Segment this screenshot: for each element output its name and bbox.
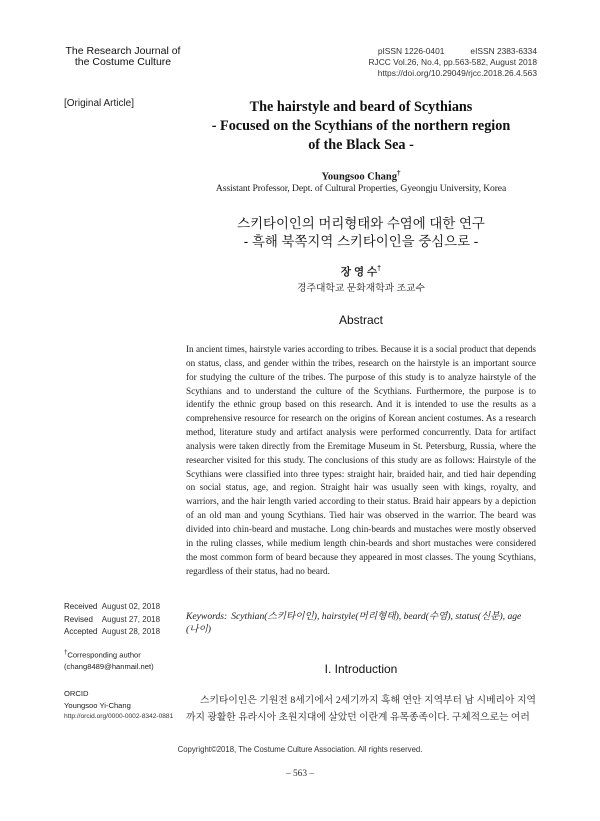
pissn: pISSN 1226-0401 — [377, 46, 445, 56]
orcid-link[interactable]: http://orcid.org/0000-0002-8342-0881 — [64, 713, 174, 720]
title-line3: of the Black Sea - — [308, 137, 414, 153]
date-accepted — [64, 626, 160, 639]
date-label: Revised — [64, 614, 93, 624]
date-received — [64, 601, 160, 614]
page-title — [186, 98, 536, 155]
journal-meta — [330, 46, 537, 79]
issn-row — [330, 46, 537, 57]
abstract-body: In ancient times, hairstyle varies according to tribes. Because it is a social product that depends on status, class, and gender within the tribes, research on the hairstyle is an important source for studying the culture of the tribes. The purpose of this study is to analyze hairstyle of the Scythians and to understand the culture of the Scythians. Furthermore, the purpose is to identify the ethnic group based on this research. And it is intended to use the results as a comprehensive resource for research on the origins of Korean ancient costumes. As a research method, literature study and artifact analysis were performed concurrently. Data for artifact analysis were taken directly from the Eremitage Museum in St. Petersburg, Russia, where the researcher visited for this study. The conclusions of this study are as follows: Hairstyle of the Scythians were classified into three types: straight hair, braided hair, and tied hair depending on social status, age, and region. Straight hair was usually seen with kings, royalty, and warriors, and the hair length varied according to their status. Braid hair appears by a depiction of an old man and young Scythians. Tied hair was observed in the warrior. The beard was divided into chin-beard and mustache. Long chin-beards and mustaches were mostly observed in the ruling classes, while medium length chin-beards and short mustaches were considered the most common form of beard because they appeared in most classes. The young Scythians, regardless of their status, had no beard. — [186, 344, 536, 576]
citation: RJCC Vol.26, No.4, pp.563-582, August 2018 — [368, 57, 537, 67]
corresponding-email[interactable]: (chang8489@hanmail.net) — [64, 661, 154, 671]
affiliation-ko: 경주대학교 문화재학과 조교수 — [297, 283, 425, 294]
keywords-text: Scythian(스키타이인), hairstyle(머리형태), beard(수염), status(신분), age (나이) — [186, 611, 522, 635]
keywords — [186, 611, 536, 636]
keywords-label: Keywords: — [186, 611, 228, 622]
title-ko-line1: 스키타이인의 머리형태와 수염에 대한 연구 — [237, 216, 485, 231]
orcid-block — [64, 688, 173, 723]
journal-name-line2: the Costume Culture — [74, 56, 172, 68]
date-value: August 02, 2018 — [101, 602, 161, 611]
author-en — [186, 169, 536, 183]
date-value: August 27, 2018 — [101, 614, 161, 624]
date-label: Accepted — [64, 627, 98, 636]
copyright: Copyright©2018, The Costume Culture Association. All rights reserved. — [177, 745, 423, 754]
affiliation-en: Assistant Professor, Dept. of Cultural Properties, Gyeongju University, Korea — [215, 183, 507, 194]
journal-name-line1: The Research Journal of — [65, 45, 181, 57]
author-en-mark: † — [397, 169, 401, 177]
article-type: [Original Article] — [64, 98, 135, 109]
title-ko — [186, 215, 536, 251]
author-ko — [186, 264, 536, 279]
doi-link[interactable]: https://doi.org/10.29049/rjcc.2018.26.4.563 — [377, 68, 537, 78]
author-ko-name: 장 영 수 — [340, 266, 378, 278]
eissn: eISSN 2383-6334 — [470, 46, 537, 56]
title-line2: - Focused on the Scythians of the northern region — [211, 118, 511, 134]
date-value: August 28, 2018 — [101, 627, 161, 636]
abstract-heading: Abstract — [338, 313, 383, 327]
intro-heading: I. Introduction — [324, 662, 398, 676]
title-line1: The hairstyle and beard of Scythians — [249, 99, 473, 115]
intro-body: 스키타이인은 기원전 8세기에서 2세기까지 흑해 연안 지역부터 남 시베리아 지역까지 광활한 유라시아 초원지대에 살았던 이란계 유목종족이다. 구체적으로는 여러 — [186, 695, 536, 723]
corresponding-label-row — [64, 648, 154, 661]
orcid-name: Youngsoo Yi-Chang — [64, 700, 131, 710]
corresponding-label: Corresponding author — [67, 650, 141, 660]
orcid-label: ORCID — [64, 689, 89, 698]
page-number: – 563 – — [285, 769, 315, 779]
date-label: Received — [64, 602, 98, 611]
article-dates — [64, 601, 160, 639]
corresponding-author — [64, 648, 154, 672]
dagger-mark: † — [64, 650, 68, 656]
author-en-name: Youngsoo Chang — [321, 171, 398, 183]
journal-name — [58, 46, 188, 68]
author-ko-mark: † — [377, 265, 382, 273]
title-ko-line2: - 흑해 북쪽지역 스키타이인을 중심으로 - — [243, 234, 479, 249]
date-revised — [64, 614, 160, 627]
